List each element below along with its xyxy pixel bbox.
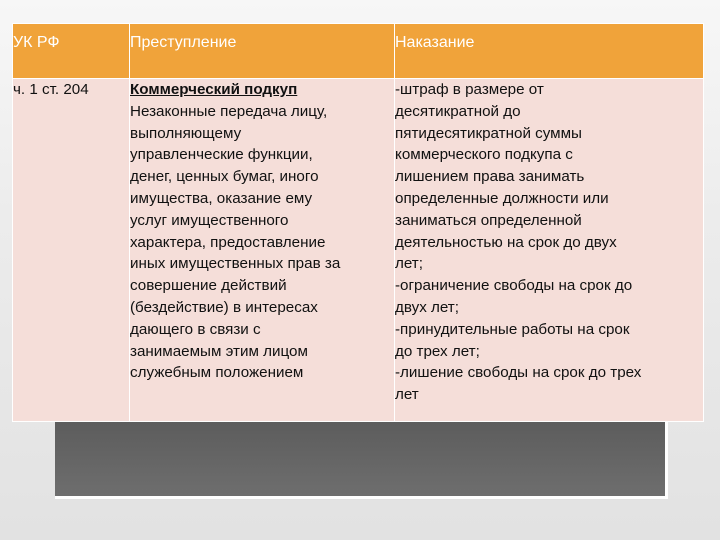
crime-text-line: служебным положением xyxy=(130,364,304,382)
header-crime: Преступление xyxy=(130,24,395,79)
punishment-text-line: -принудительные работы на срок xyxy=(395,320,630,338)
punishment-text-line: лет; xyxy=(395,255,423,273)
crime-cell xyxy=(130,79,395,422)
punishment-text-line: -ограничение свободы на срок до xyxy=(395,277,633,295)
punishment-cell xyxy=(395,79,704,422)
header-punishment: Наказание xyxy=(395,24,704,79)
punishment-text-line: лишением права занимать xyxy=(395,168,585,186)
punishment-text-line: деятельностью на срок до двух xyxy=(395,233,617,251)
punishment-text-line: заниматься определенной xyxy=(395,211,582,229)
crime-title: Коммерческий подкуп xyxy=(130,81,298,98)
punishment-description xyxy=(395,79,703,406)
crime-text-line: выполняющему xyxy=(130,124,242,142)
punishment-text-line: -штраф в размере от xyxy=(395,81,544,98)
table-header-row xyxy=(13,24,704,79)
punishment-text-line: лет xyxy=(395,386,419,404)
crime-description xyxy=(130,101,394,384)
punishment-text-line: пятидесятикратной суммы xyxy=(395,124,582,142)
punishment-text-line: до трех лет; xyxy=(395,342,480,360)
crime-text-line: управленческие функции, xyxy=(130,146,313,164)
crime-text-line: услуг имущественного xyxy=(130,211,289,229)
table-row xyxy=(13,79,704,422)
crime-text-line: денег, ценных бумаг, иного xyxy=(130,168,319,186)
punishment-text-line: определенные должности или xyxy=(395,189,609,207)
article-cell: ч. 1 ст. 204 xyxy=(13,79,130,422)
punishment-text-line: двух лет; xyxy=(395,298,459,316)
crime-text-line: дающего в связи с xyxy=(130,320,261,338)
crime-text-line: иных имущественных прав за xyxy=(130,255,341,273)
punishment-text-line: десятикратной до xyxy=(395,102,521,120)
offense-table xyxy=(12,23,704,422)
punishment-text-line: коммерческого подкупа с xyxy=(395,146,573,164)
crime-text-line: совершение действий xyxy=(130,277,287,295)
crime-text-line: имущества, оказание ему xyxy=(130,189,313,207)
slide-decor-block xyxy=(55,420,668,499)
header-code: УК РФ xyxy=(13,24,130,79)
crime-text-line: характера, предоставление xyxy=(130,233,326,251)
crime-text-line: (бездействие) в интересах xyxy=(130,298,318,316)
crime-text-line: Незаконные передача лицу, xyxy=(130,102,328,120)
crime-text-line: занимаемым этим лицом xyxy=(130,342,308,360)
punishment-text-line: -лишение свободы на срок до трех xyxy=(395,364,642,382)
